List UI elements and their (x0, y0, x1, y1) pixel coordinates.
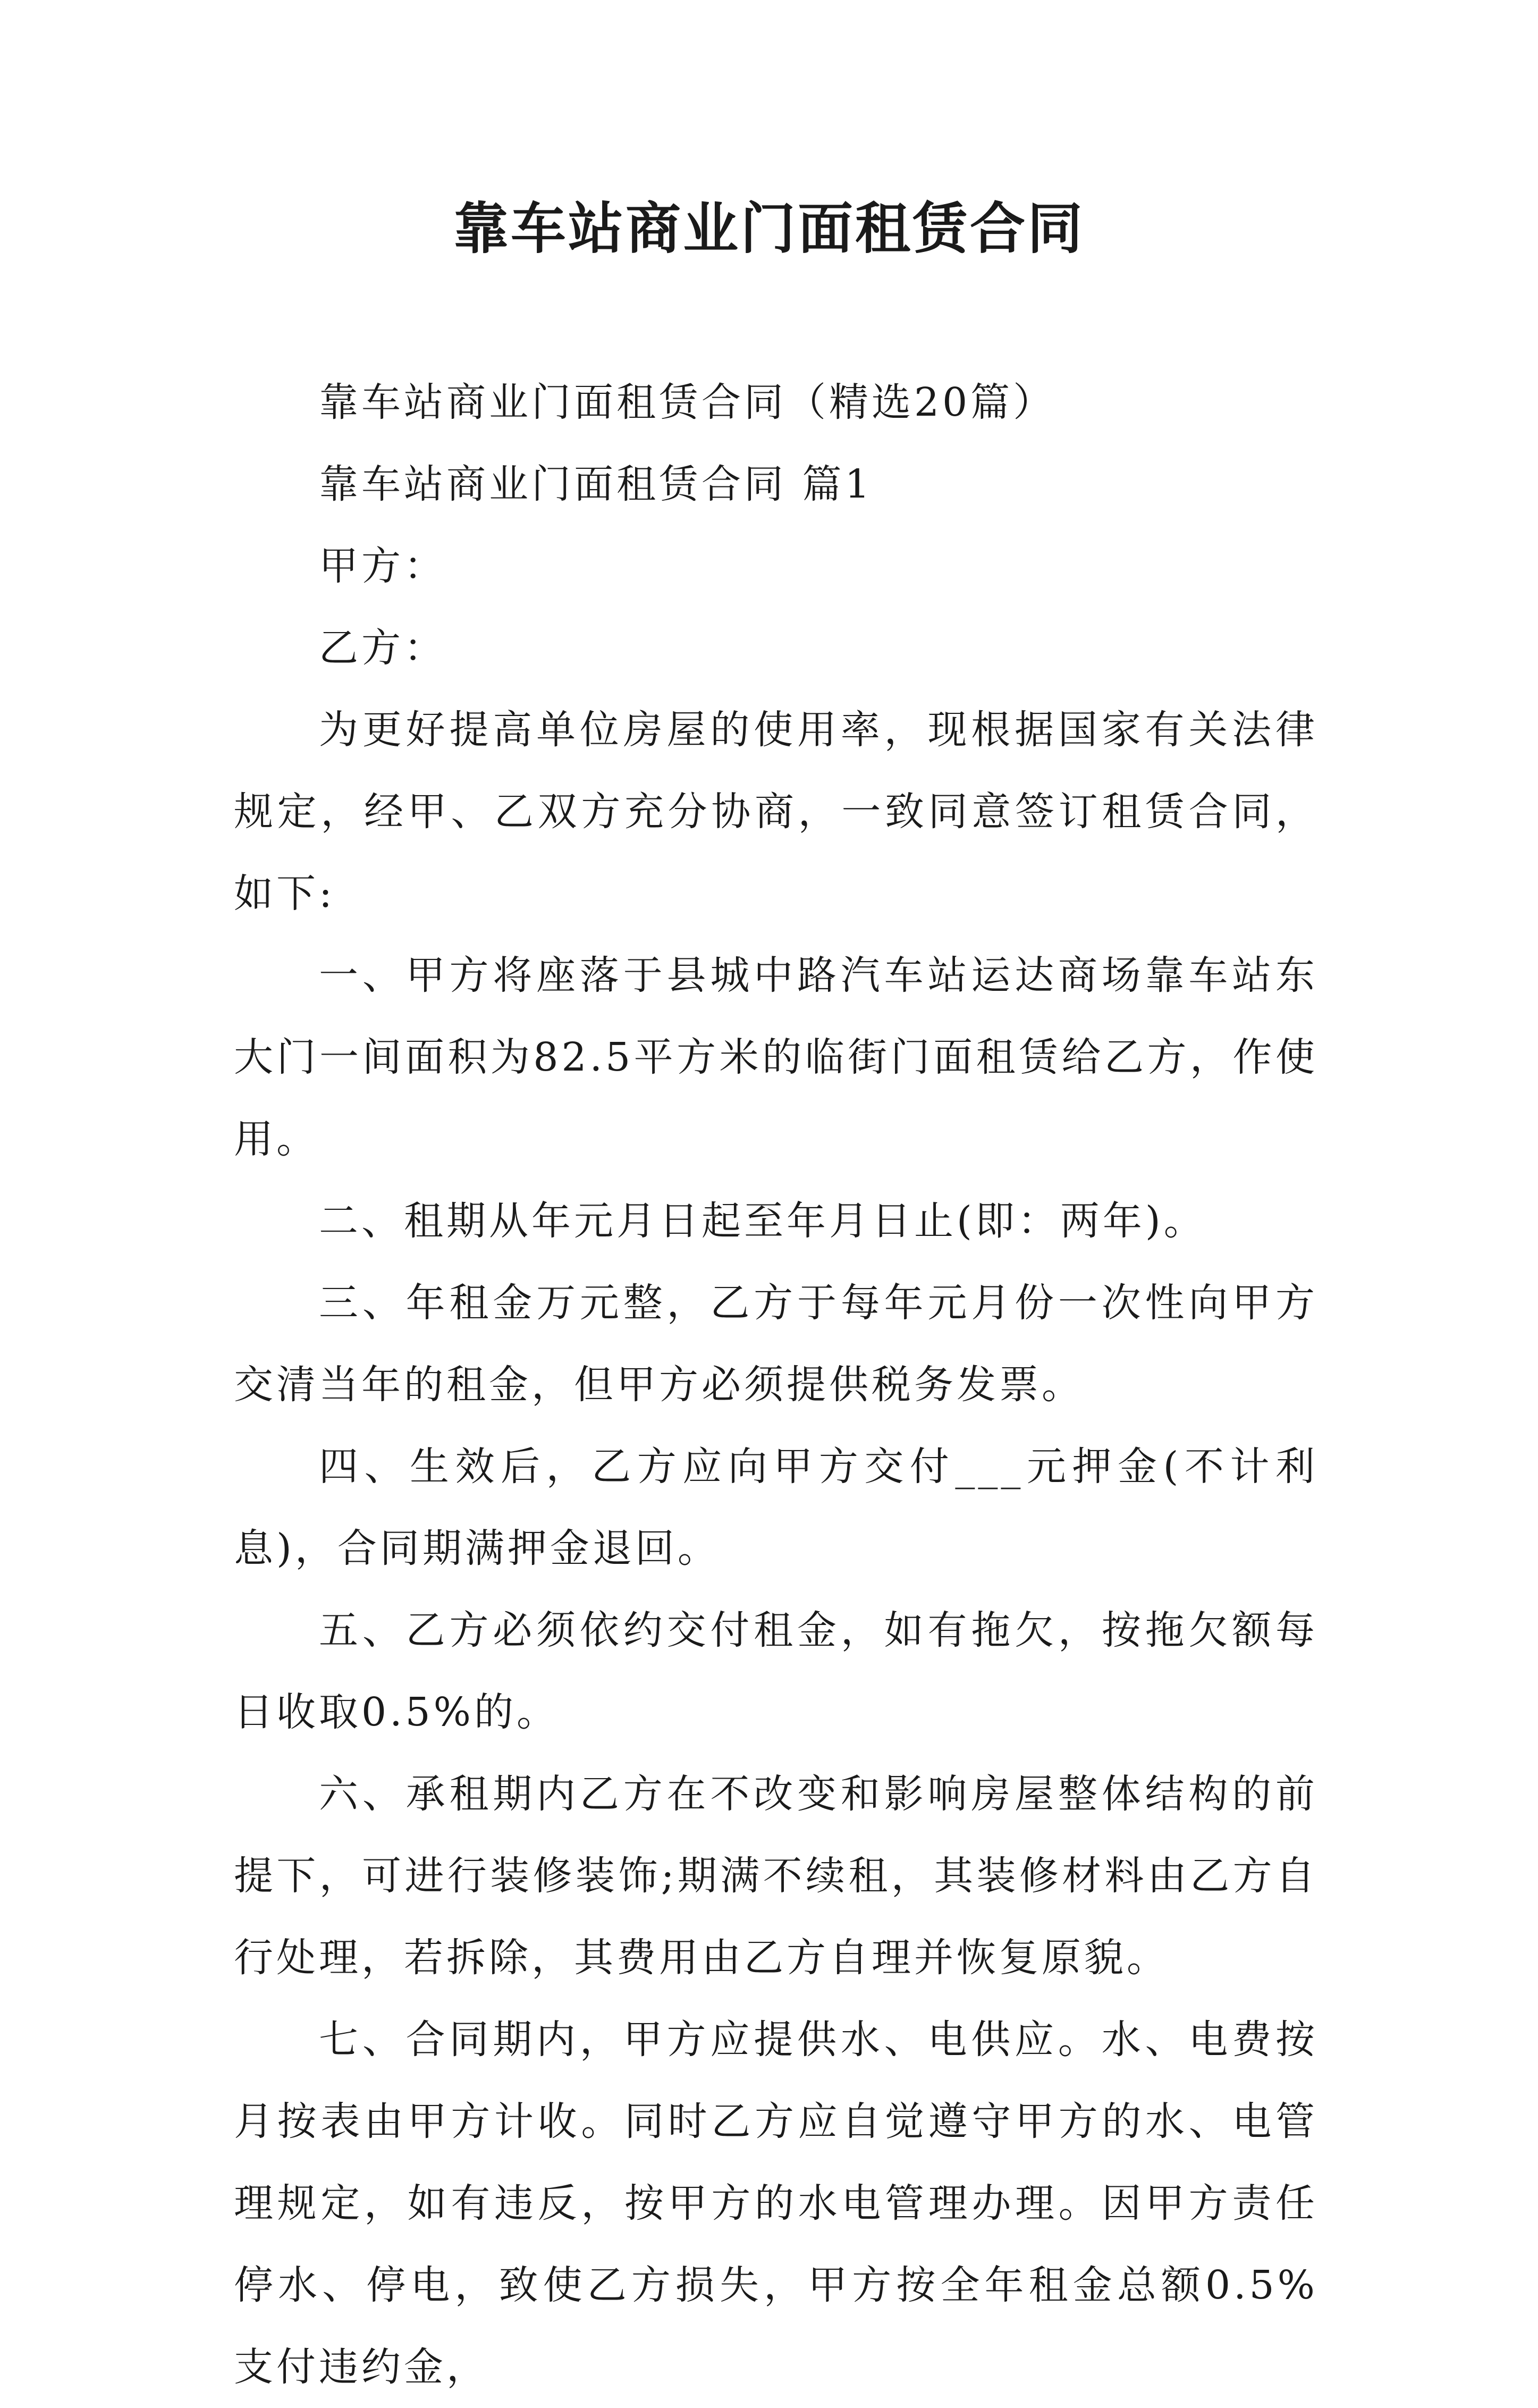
clause-6: 六、承租期内乙方在不改变和影响房屋整体结构的前提下，可进行装修装饰;期满不续租，其装修材料由乙方自行处理，若拆除，其费用由乙方自理并恢复原貌。 (234, 1771, 1318, 1981)
party-b-line: 乙方： (319, 625, 446, 671)
section-heading: 靠车站商业门面租赁合同 篇1 (319, 461, 873, 507)
document-body (234, 361, 1318, 2408)
clause-7: 七、合同期内，甲方应提供水、电供应。水、电费按月按表由甲方计收。同时乙方应自觉遵守甲方的水、电管理规定，如有违反，按甲方的水电管理办理。因甲方责任停水、停电，致使乙方损失，甲方按全年租金总额0.5%支付违约金， (234, 2017, 1318, 2390)
subtitle-paragraph: 靠车站商业门面租赁合同（精选20篇） (319, 380, 1056, 425)
party-a-line: 甲方： (319, 543, 446, 589)
clause-1: 一、甲方将座落于县城中路汽车站运达商场靠车站东大门一间面积为82.5平方米的临街门面租赁给乙方，作使用。 (234, 953, 1318, 1162)
preamble-paragraph: 为更好提高单位房屋的使用率，现根据国家有关法律规定，经甲、乙双方充分协商，一致同意签订租赁合同，如下: (234, 707, 1318, 916)
clause-2: 二、租期从年元月日起至年月日止(即：两年)。 (319, 1198, 1206, 1244)
clause-3: 三、年租金万元整，乙方于每年元月份一次性向甲方交清当年的租金，但甲方必须提供税务发票。 (234, 1280, 1318, 1408)
clause-4: 四、生效后，乙方应向甲方交付___元押金(不计利息)，合同期满押金退回。 (234, 1444, 1318, 1571)
clause-5: 五、乙方必须依约交付租金，如有拖欠，按拖欠额每日收取0.5%的。 (234, 1607, 1318, 1735)
document-title: 靠车站商业门面租赁合同 (453, 196, 1085, 261)
